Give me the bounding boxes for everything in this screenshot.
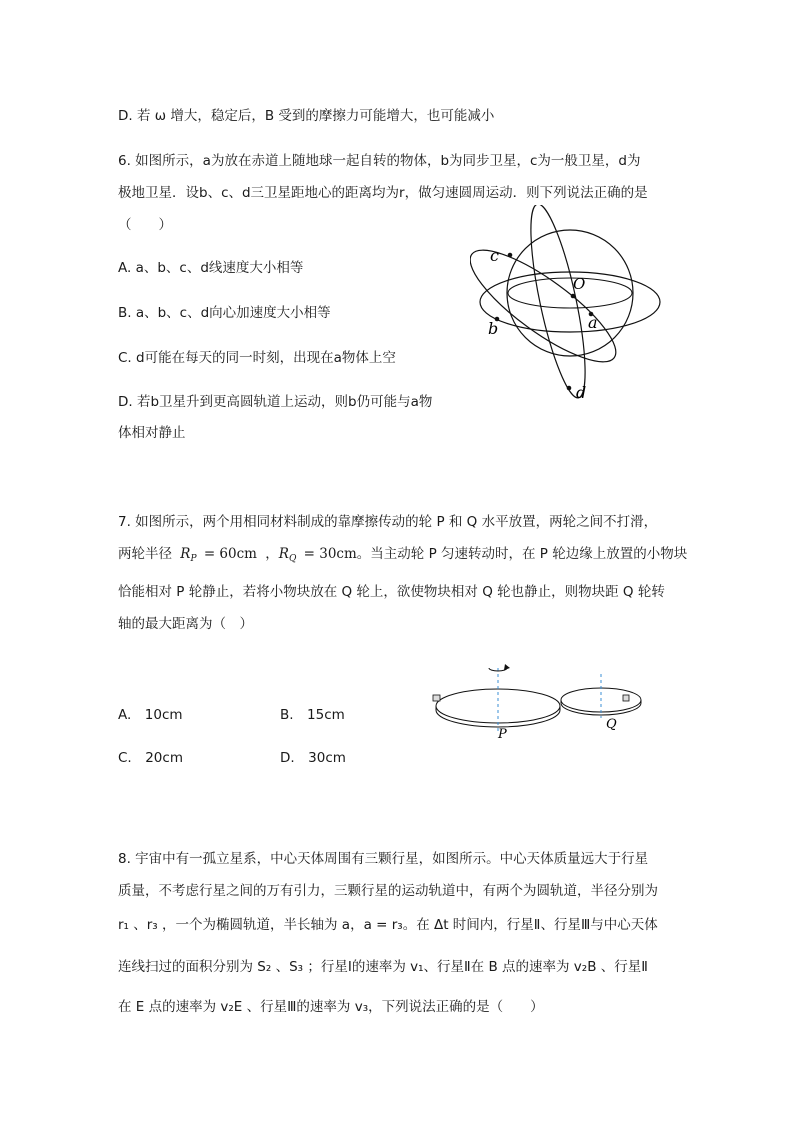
label-d: d <box>576 383 587 402</box>
q7-option-d: D. 30cm <box>280 750 346 766</box>
q7-line2-text-b: 。当主动轮 P 匀速转动时，在 P 轮边缘上放置的小物块 <box>356 546 688 562</box>
label-p: P <box>498 727 507 742</box>
q7-stem-line3: 恰能相对 P 轮静止，若将小物块放在 Q 轮上，欲使物块相对 Q 轮也静止，则物块距 Q 轮转 <box>118 584 665 600</box>
q8-stem-line1: 8. 宇宙中有一孤立星系，中心天体周围有三颗行星，如图所示。中心天体质量远大于行星 <box>118 851 649 867</box>
q6-option-c: C. d可能在每天的同一时刻，出现在a物体上空 <box>118 350 396 366</box>
label-q: Q <box>606 717 617 732</box>
q6-option-d-line1: D. 若b卫星升到更高圆轨道上运动，则b仍可能与a物 <box>118 394 433 410</box>
label-o: O <box>573 275 586 293</box>
q7-option-b: B. 15cm <box>280 707 345 723</box>
q7-option-c: C. 20cm <box>118 750 183 766</box>
q6-answer-paren: （ ） <box>118 217 172 233</box>
q6-stem-line1: 6. 如图所示，a为放在赤道上随地球一起自转的物体，b为同步卫星，c为一般卫星，d为 <box>118 153 641 169</box>
label-b: b <box>488 319 499 338</box>
rp-value: = 60cm <box>203 546 257 562</box>
q6-option-d-line2: 体相对静止 <box>118 425 186 441</box>
q8-stem-line5: 在 E 点的速率为 v₂E 、行星Ⅲ的速率为 v₃，下列说法正确的是（ ） <box>118 999 544 1015</box>
q7-stem-line4: 轴的最大距离为（ ） <box>118 616 253 632</box>
rp-subscript: P <box>190 554 197 564</box>
q7-line2-text-a: 两轮半径 <box>118 546 172 562</box>
earth-satellite-figure <box>470 205 670 405</box>
rq-subscript: Q <box>288 554 297 564</box>
label-c: c <box>490 246 499 265</box>
q6-option-b: B. a、b、c、d向心加速度大小相等 <box>118 305 331 321</box>
friction-wheels-figure <box>425 660 655 745</box>
q6-stem-line2: 极地卫星．设b、c、d三卫星距地心的距离均为r，做匀速圆周运动．则下列说法正确的是 <box>118 185 648 201</box>
q8-stem-line4: 连线扫过的面积分别为 S₂ 、S₃ ；行星Ⅰ的速率为 v₁、行星Ⅱ在 B 点的速率为 v₂B 、行星Ⅱ <box>118 959 648 975</box>
rq-value: = 30cm <box>303 546 357 562</box>
rq-symbol: R <box>278 546 289 562</box>
q8-stem-line3: r₁ 、r₃ ，一个为椭圆轨道，半长轴为 a，a = r₃。在 Δt 时间内，行星Ⅱ、行星Ⅲ与中心天体 <box>118 917 658 933</box>
q7-stem-line1: 7. 如图所示，两个用相同材料制成的靠摩擦传动的轮 P 和 Q 水平放置，两轮之间不打滑， <box>118 514 658 530</box>
q5-option-d: D. 若 ω 增大，稳定后，B 受到的摩擦力可能增大，也可能减小 <box>118 108 495 124</box>
rp-symbol: R <box>180 546 191 562</box>
q7-option-a: A. 10cm <box>118 707 183 723</box>
q7-stem-line2: 两轮半径 $R_P = 60cm$ ，$R_Q = 30cm$。当主动轮 P 匀速转动时，在 P 轮边缘上放置的小物块 <box>118 546 688 564</box>
label-a: a <box>588 313 598 332</box>
q8-stem-line2: 质量，不考虑行星之间的万有引力，三颗行星的运动轨道中，有两个为圆轨道，半径分别为 <box>118 883 658 899</box>
q6-option-a: A. a、b、c、d线速度大小相等 <box>118 260 304 276</box>
